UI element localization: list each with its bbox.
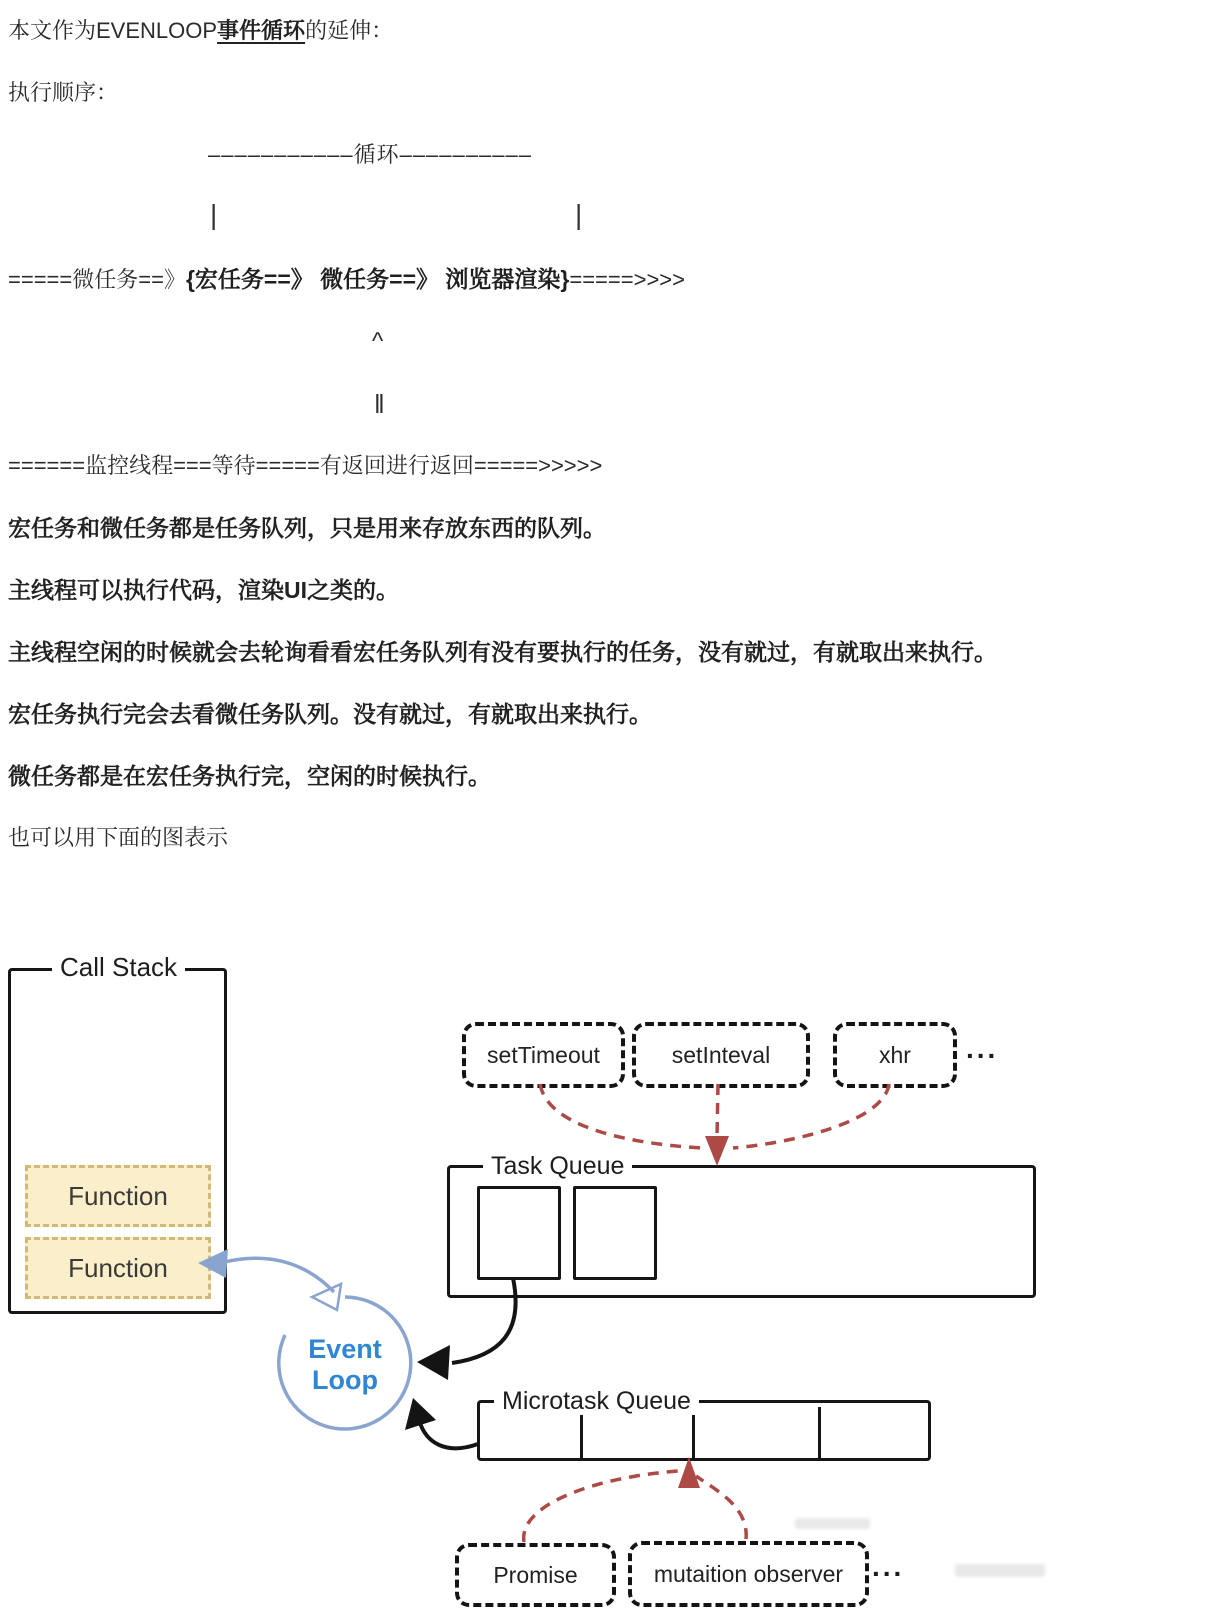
intro-suffix: 的延伸： <box>305 18 394 43</box>
paragraph-queues: 宏任务和微任务都是任务队列，只是用来存放东西的队列。 <box>8 515 606 541</box>
event-loop-word-2: Loop <box>312 1365 378 1395</box>
eventloop-arrowhead-1 <box>417 1345 450 1380</box>
watermark-smudge <box>955 1564 1045 1577</box>
task-slot-1 <box>477 1186 561 1280</box>
ascii-loop-line: –––––––––––循环–––––––––– <box>208 142 532 167</box>
microtask-queue-label: Microtask Queue <box>494 1387 699 1415</box>
intro-line <box>8 16 1212 46</box>
event-loop-rotation-arrowhead <box>312 1284 341 1310</box>
watermark-smudge <box>795 1518 870 1529</box>
paragraph-macrotask: 宏任务执行完会去看微任务队列。没有就过，有就取出来执行。 <box>8 701 652 727</box>
flow-bold: {宏任务==》 微任务==》 浏览器渲染} <box>185 266 570 292</box>
intro-prefix: 本文作为EVENLOOP <box>8 18 218 43</box>
flow-start: =====微任务==》 <box>8 267 186 292</box>
microtask-divider-3 <box>818 1407 821 1458</box>
flow-end: =====>>>> <box>569 267 685 292</box>
promise-to-microtask-arrow <box>524 1471 678 1542</box>
xhr-to-taskqueue-arrow <box>733 1084 889 1148</box>
ascii-doublebar-line: ‖ <box>374 389 385 419</box>
function-frame-1: Function <box>25 1165 211 1227</box>
micro-ellipsis: ... <box>872 1551 905 1582</box>
pipe-right: | <box>575 199 583 230</box>
task-queue-label: Task Queue <box>483 1152 632 1180</box>
article-body <box>8 16 1212 885</box>
xhr-box: xhr <box>833 1022 957 1088</box>
ascii-monitor-line: ======监控线程===等待=====有返回进行返回=====>>>>> <box>8 453 603 478</box>
eventloop-to-callstack-arrow <box>224 1258 334 1292</box>
paragraph-microtask: 微任务都是在宏任务执行完，空闲的时候执行。 <box>8 763 491 789</box>
macro-ellipsis: ... <box>966 1033 999 1064</box>
task-slot-2 <box>573 1186 657 1280</box>
setinterval-to-taskqueue-arrow <box>717 1084 718 1138</box>
event-loop-label <box>295 1334 395 1396</box>
mutation-observer-box: mutaition observer <box>628 1541 869 1607</box>
event-loop-word-1: Event <box>308 1334 382 1364</box>
promise-box: Promise <box>455 1543 616 1607</box>
ascii-pipes-line <box>8 199 1212 232</box>
function-frame-2: Function <box>25 1237 211 1299</box>
settimeout-to-taskqueue-arrow <box>540 1084 702 1148</box>
pipe-left: | <box>210 199 218 230</box>
setinterval-box: setInteval <box>632 1022 810 1088</box>
microtask-arrowhead <box>678 1457 700 1488</box>
exec-order-line: 执行顺序： <box>8 80 119 105</box>
observer-to-microtask-arrow <box>696 1476 746 1539</box>
call-stack-label: Call Stack <box>52 953 185 981</box>
event-loop-link[interactable]: 事件循环 <box>217 18 306 43</box>
paragraph-polling: 主线程空闲的时候就会去轮询看看宏任务队列有没有要执行的任务，没有就过，有就取出来执行。 <box>8 639 997 665</box>
eventloop-arrowhead-2 <box>405 1398 436 1430</box>
paragraph-mainthread: 主线程可以执行代码，渲染UI之类的。 <box>8 577 399 603</box>
microtask-to-eventloop-arrow <box>419 1420 478 1448</box>
ascii-flow-line <box>8 264 1212 295</box>
settimeout-box: setTimeout <box>462 1022 625 1088</box>
closing-line: 也可以用下面的图表示 <box>8 825 229 850</box>
taskqueue-arrowhead <box>705 1136 729 1166</box>
ascii-caret-line: ^ <box>372 328 384 355</box>
